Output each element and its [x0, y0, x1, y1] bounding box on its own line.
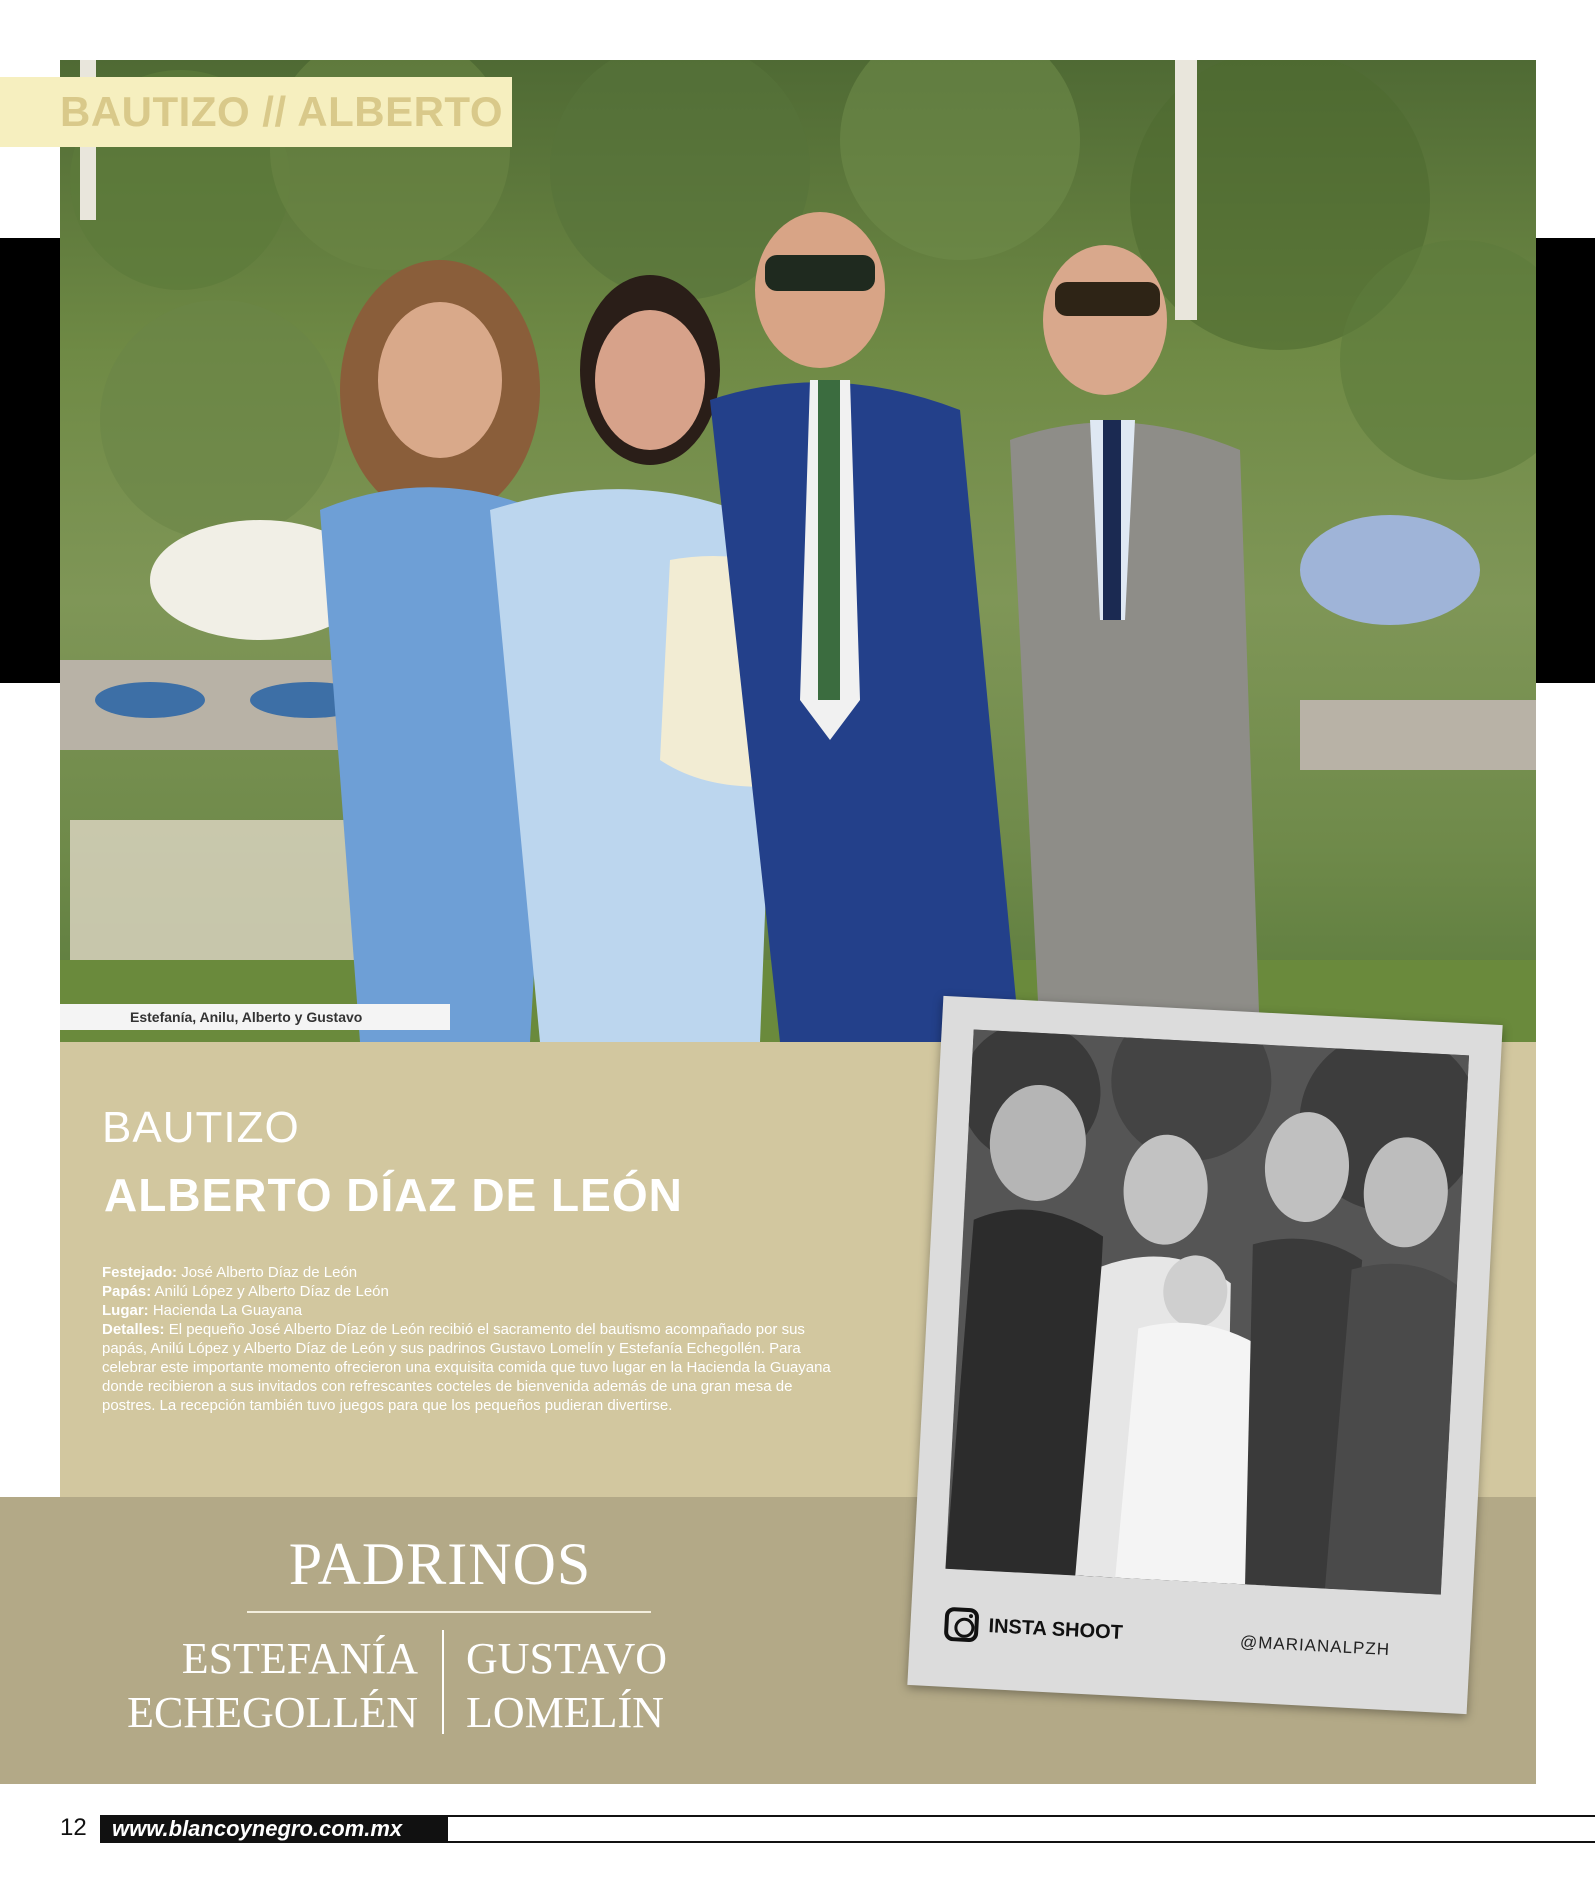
padrino-gustavo [466, 1632, 806, 1740]
detail-detalles [102, 1320, 837, 1415]
detail-lugar [102, 1301, 837, 1320]
padrinos-divider [442, 1630, 444, 1734]
padrinos-title: PADRINOS [288, 1531, 592, 1597]
detail-festejado [102, 1263, 837, 1282]
black-band-right [1536, 238, 1595, 683]
article-headline: ALBERTO DÍAZ DE LEÓN [104, 1169, 683, 1221]
detail-value: Anilú López y Alberto Díaz de León [154, 1283, 389, 1300]
article-kicker: BAUTIZO [102, 1103, 300, 1152]
detail-value: José Alberto Díaz de León [181, 1264, 358, 1281]
detail-papas [102, 1282, 837, 1301]
detail-label: Lugar: [102, 1302, 149, 1319]
footer-rule [448, 1815, 1595, 1843]
insta-label: INSTA SHOOT [987, 1614, 1124, 1644]
detail-label: Festejado: [102, 1264, 178, 1281]
insta-polaroid [907, 996, 1502, 1714]
website-url: www.blancoynegro.com.mx [100, 1815, 448, 1843]
padrinos-rule [247, 1611, 651, 1613]
insta-handle: @MARIANALPZH [1239, 1632, 1391, 1660]
detail-label: Papás: [102, 1283, 152, 1300]
padrino-last-name: LOMELÍN [466, 1688, 664, 1737]
padrino-first-name: GUSTAVO [466, 1634, 668, 1683]
padrino-estefania [80, 1632, 418, 1740]
hero-photo [60, 60, 1536, 1042]
detail-label: Detalles: [102, 1321, 165, 1338]
padrino-first-name: ESTEFANÍA [181, 1634, 418, 1683]
insta-photo [945, 1029, 1469, 1594]
photo-caption: Estefanía, Anilu, Alberto y Gustavo [60, 1004, 450, 1030]
detail-value: El pequeño José Alberto Díaz de León recibió el sacramento del bautismo acompañado por sus papás, Anilú López y Alberto Díaz de León y sus padrinos Gustavo Lomelín y Estefanía Echegollén. Para celebrar este importante momento ofrecieron una exquisita comida que tuvo lugar en la Hacienda la Guayana donde recibieron a sus invitados con refrescantes cocteles de bienvenida además de una gran mesa de postres. La recepción también tuvo juegos para que los pequeños pudieran divertirse. [102, 1321, 831, 1414]
insta-label-group [944, 1607, 1124, 1650]
detail-value: Hacienda La Guayana [152, 1302, 303, 1319]
padrino-last-name: ECHEGOLLÉN [127, 1688, 418, 1737]
instagram-icon [944, 1607, 980, 1643]
article-details [102, 1263, 837, 1415]
section-tag: BAUTIZO // ALBERTO [0, 77, 512, 147]
page-number: 12 [60, 1814, 87, 1841]
black-band-left [0, 238, 60, 683]
